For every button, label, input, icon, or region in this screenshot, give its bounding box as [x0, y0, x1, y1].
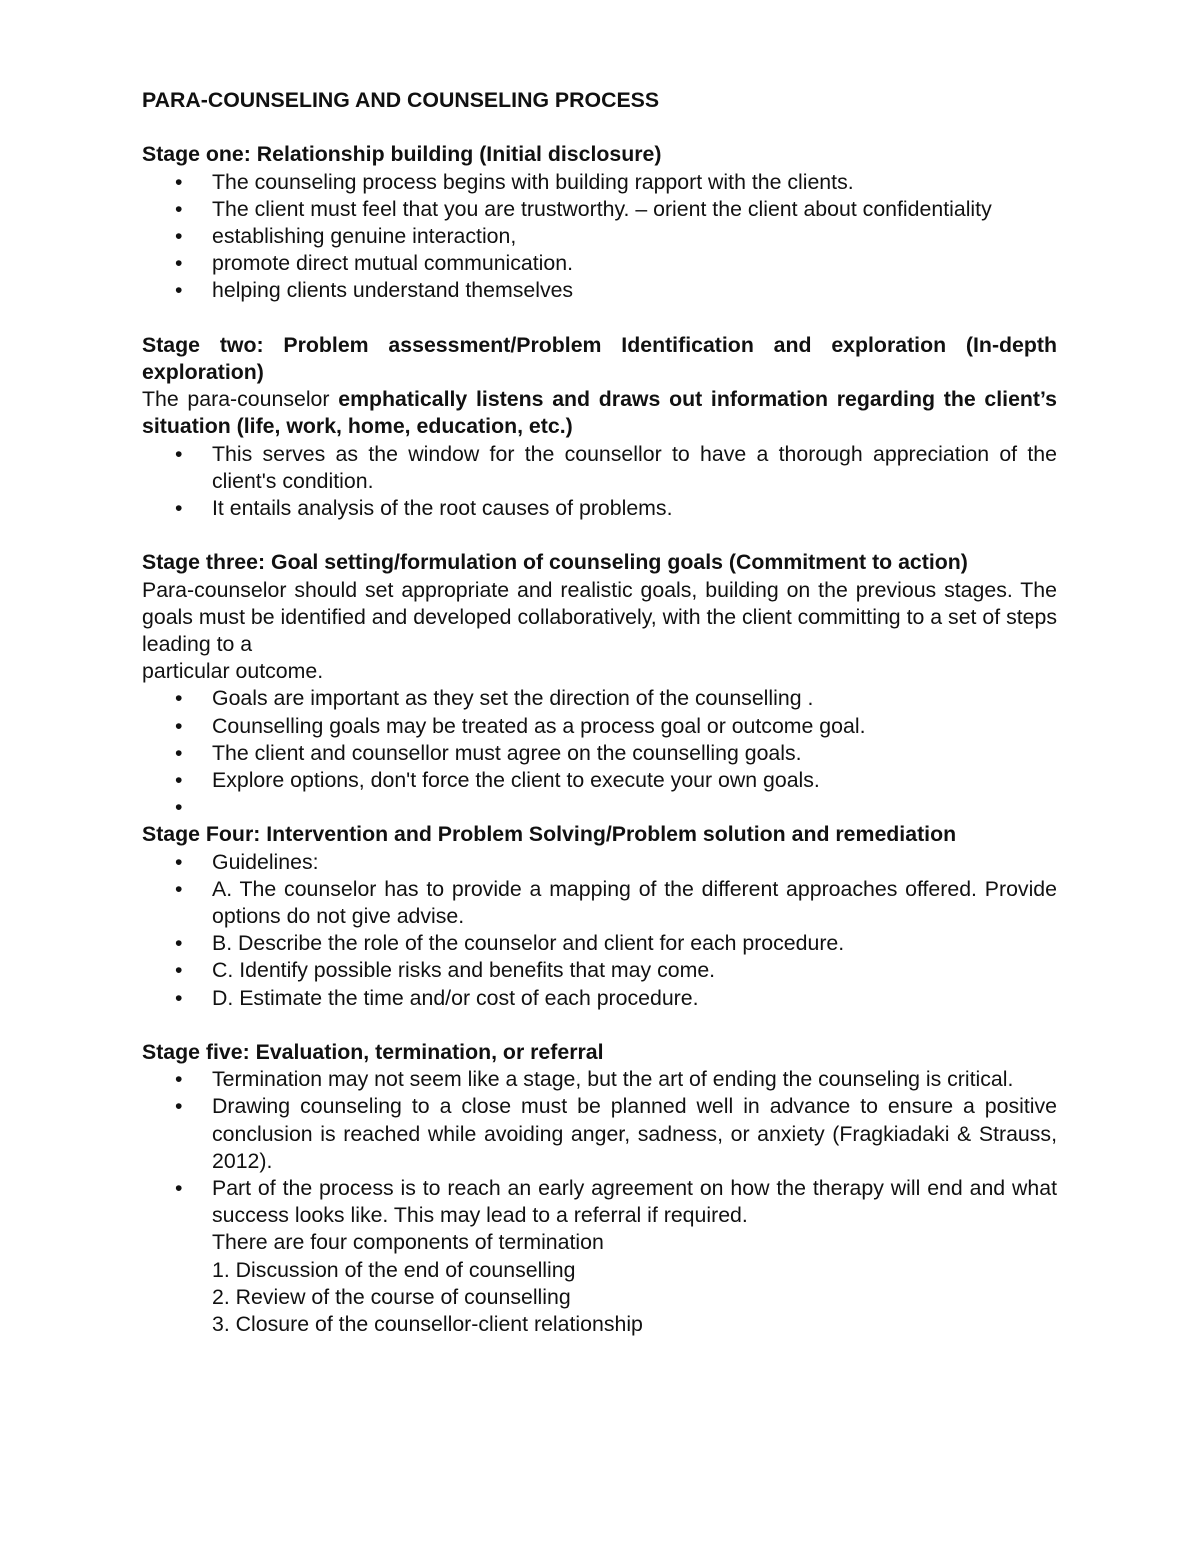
bullet-icon: •	[175, 1067, 183, 1092]
list-item: • Guidelines:	[142, 849, 1057, 876]
termination-component: 1. Discussion of the end of counselling	[212, 1257, 576, 1282]
stage-three-intro: Para-counselor should set appropriate and realistic goals, building on the previous stages. The goals must be identified and developed collaboratively, with the client committing to a set of steps leading to a	[142, 577, 1057, 657]
list-item: • helping clients understand themselves	[142, 277, 1057, 304]
stage-four-heading: Stage Four: Intervention and Problem Solving/Problem solution and remediation	[142, 822, 957, 847]
list-item: • A. The counselor has to provide a mapping of the different approaches offered. Provide options do not give advise.	[175, 876, 1057, 929]
page-title: PARA-COUNSELING AND COUNSELING PROCESS	[142, 88, 660, 112]
bullet-icon: •	[175, 985, 183, 1010]
bullet-icon: •	[175, 1176, 183, 1201]
bullet-icon: •	[175, 686, 183, 711]
list-item	[142, 794, 1057, 821]
bullet-icon: •	[175, 876, 183, 901]
spacer	[142, 1012, 1057, 1039]
stage-one-heading: Stage one: Relationship building (Initial disclosure)	[142, 142, 662, 167]
stage-one-list	[142, 169, 1057, 305]
bullet-icon: •	[175, 251, 183, 276]
termination-component: 2. Review of the course of counselling	[212, 1284, 571, 1309]
bullet-icon: •	[175, 224, 183, 248]
termination-components-intro: There are four components of termination	[212, 1230, 604, 1255]
bullet-icon: •	[175, 931, 183, 956]
list-item: • establishing genuine interaction,	[142, 223, 1057, 250]
stage-two-heading: Stage two: Problem assessment/Problem Identification and exploration (In-depth exploration)	[142, 332, 1057, 384]
spacer	[142, 114, 1057, 141]
list-item: • Drawing counseling to a close must be planned well in advance to ensure a positive conclusion is reached while avoiding anger, sadness, or anxiety (Fragkiadaki & Strauss, 2012).	[175, 1094, 1057, 1173]
bullet-icon: •	[175, 768, 183, 793]
bullet-icon: •	[175, 713, 183, 738]
list-item: • B. Describe the role of the counselor and client for each procedure.	[142, 930, 1057, 957]
bullet-icon: •	[175, 196, 183, 221]
bullet-icon: •	[175, 278, 183, 303]
bullet-icon: •	[175, 958, 183, 983]
stage-four-list	[142, 849, 1057, 1012]
list-item: • It entails analysis of the root causes of problems.	[142, 495, 1057, 522]
list-item: • C. Identify possible risks and benefits that may come.	[142, 957, 1057, 984]
stage-five-list	[142, 1066, 1057, 1229]
bullet-icon: •	[175, 795, 183, 820]
list-item: • D. Estimate the time and/or cost of each procedure.	[142, 985, 1057, 1012]
stage-three-list	[142, 685, 1057, 821]
stage-three-intro-cont: particular outcome.	[142, 659, 324, 684]
bullet-icon: •	[175, 1094, 183, 1119]
list-item: • Explore options, don't force the client to execute your own goals.	[142, 767, 1057, 794]
termination-component: 3. Closure of the counsellor-client relationship	[212, 1312, 643, 1337]
list-item: • Termination may not seem like a stage, but the art of ending the counseling is critical.	[142, 1066, 1057, 1093]
list-item: • This serves as the window for the counsellor to have a thorough appreciation of the client's condition.	[175, 441, 1057, 493]
spacer	[142, 305, 1057, 332]
bullet-icon: •	[175, 740, 183, 765]
bullet-icon: •	[175, 441, 183, 466]
stage-two-list	[142, 441, 1057, 523]
stage-five-heading: Stage five: Evaluation, termination, or referral	[142, 1040, 604, 1065]
list-item: • The client must feel that you are trustworthy. – orient the client about confidentiality	[142, 196, 1057, 223]
list-item: • The client and counsellor must agree on the counselling goals.	[142, 740, 1057, 767]
bullet-icon: •	[175, 169, 183, 194]
bullet-icon: •	[175, 849, 183, 874]
spacer	[142, 522, 1057, 549]
list-item: • The counseling process begins with building rapport with the clients.	[142, 169, 1057, 196]
stage-three-heading: Stage three: Goal setting/formulation of counseling goals (Commitment to action)	[142, 550, 968, 575]
list-item: • Part of the process is to reach an early agreement on how the therapy will end and what success looks like. This may lead to a referral if required.	[175, 1176, 1057, 1228]
list-item: • Counselling goals may be treated as a process goal or outcome goal.	[142, 713, 1057, 740]
document-page	[142, 87, 1057, 1338]
stage-two-intro-bold: emphatically listens and draws out information regarding the client’s situation (life, work, home, education, etc.)	[142, 387, 1057, 439]
stage-two-intro: The para-counselor emphatically listens and draws out information regarding the client’s situation (life, work, home, education, etc.)	[142, 387, 1057, 439]
list-item: • promote direct mutual communication.	[142, 250, 1057, 277]
bullet-icon: •	[175, 496, 183, 521]
list-item: • Goals are important as they set the direction of the counselling .	[142, 685, 1057, 712]
